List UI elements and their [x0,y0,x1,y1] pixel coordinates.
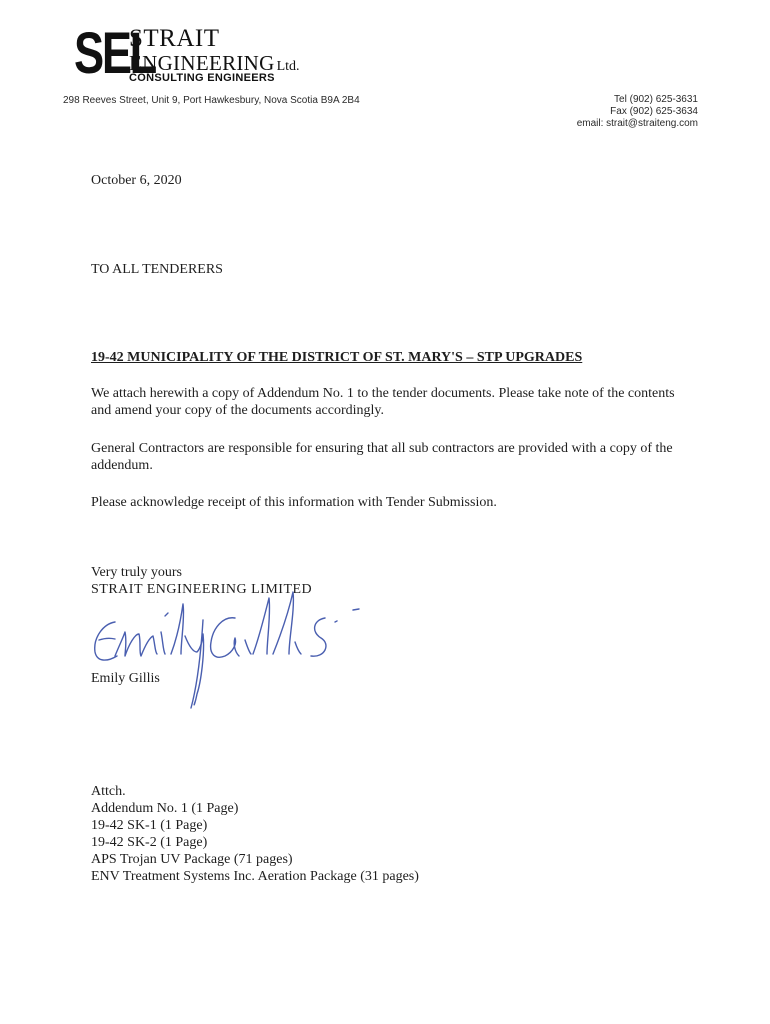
logo-mark: SEL [74,21,155,86]
company-fax: Fax (902) 625-3634 [610,106,698,117]
body-paragraph: Please acknowledge receipt of this information with Tender Submission. [91,495,497,510]
company-logo [74,21,304,86]
company-contact [577,94,698,130]
list-item: Addendum No. 1 (1 Page) [91,801,239,816]
letter-subject: 19-42 MUNICIPALITY OF THE DISTRICT OF ST. MARY'S – STP UPGRADES [91,350,583,365]
attachments-label: Attch. [91,784,126,799]
signer-name: Emily Gillis [91,671,160,686]
attachments-list [91,783,691,885]
company-tel: Tel (902) 625-3631 [614,94,698,105]
letter-date: October 6, 2020 [91,173,182,188]
logo-engineering: ENGINEERING [129,51,275,75]
list-item: APS Trojan UV Package (71 pages) [91,852,293,867]
logo-tagline: CONSULTING ENGINEERS [129,72,275,84]
company-address: 298 Reeves Street, Unit 9, Port Hawkesbury, Nova Scotia B9A 2B4 [63,95,360,106]
list-item: ENV Treatment Systems Inc. Aeration Package (31 pages) [91,869,419,884]
letter-addressee: TO ALL TENDERERS [91,262,223,277]
body-paragraph: General Contractors are responsible for ensuring that all sub contractors are provided with a copy of the addendum. [91,441,673,473]
letter-closing: Very truly yours [91,565,182,580]
handwritten-signature [85,582,395,712]
company-email: email: strait@straiteng.com [576,118,698,129]
list-item: 19-42 SK-1 (1 Page) [91,818,208,833]
list-item: 19-42 SK-2 (1 Page) [91,835,208,850]
body-paragraph: We attach herewith a copy of Addendum No. 1 to the tender documents. Please take note of the contents and amend your copy of the documents accordingly. [91,386,675,418]
signature-company: STRAIT ENGINEERING LIMITED [91,582,313,597]
logo-ltd: Ltd. [276,59,300,74]
logo-name-line1: STRAIT [129,25,220,52]
